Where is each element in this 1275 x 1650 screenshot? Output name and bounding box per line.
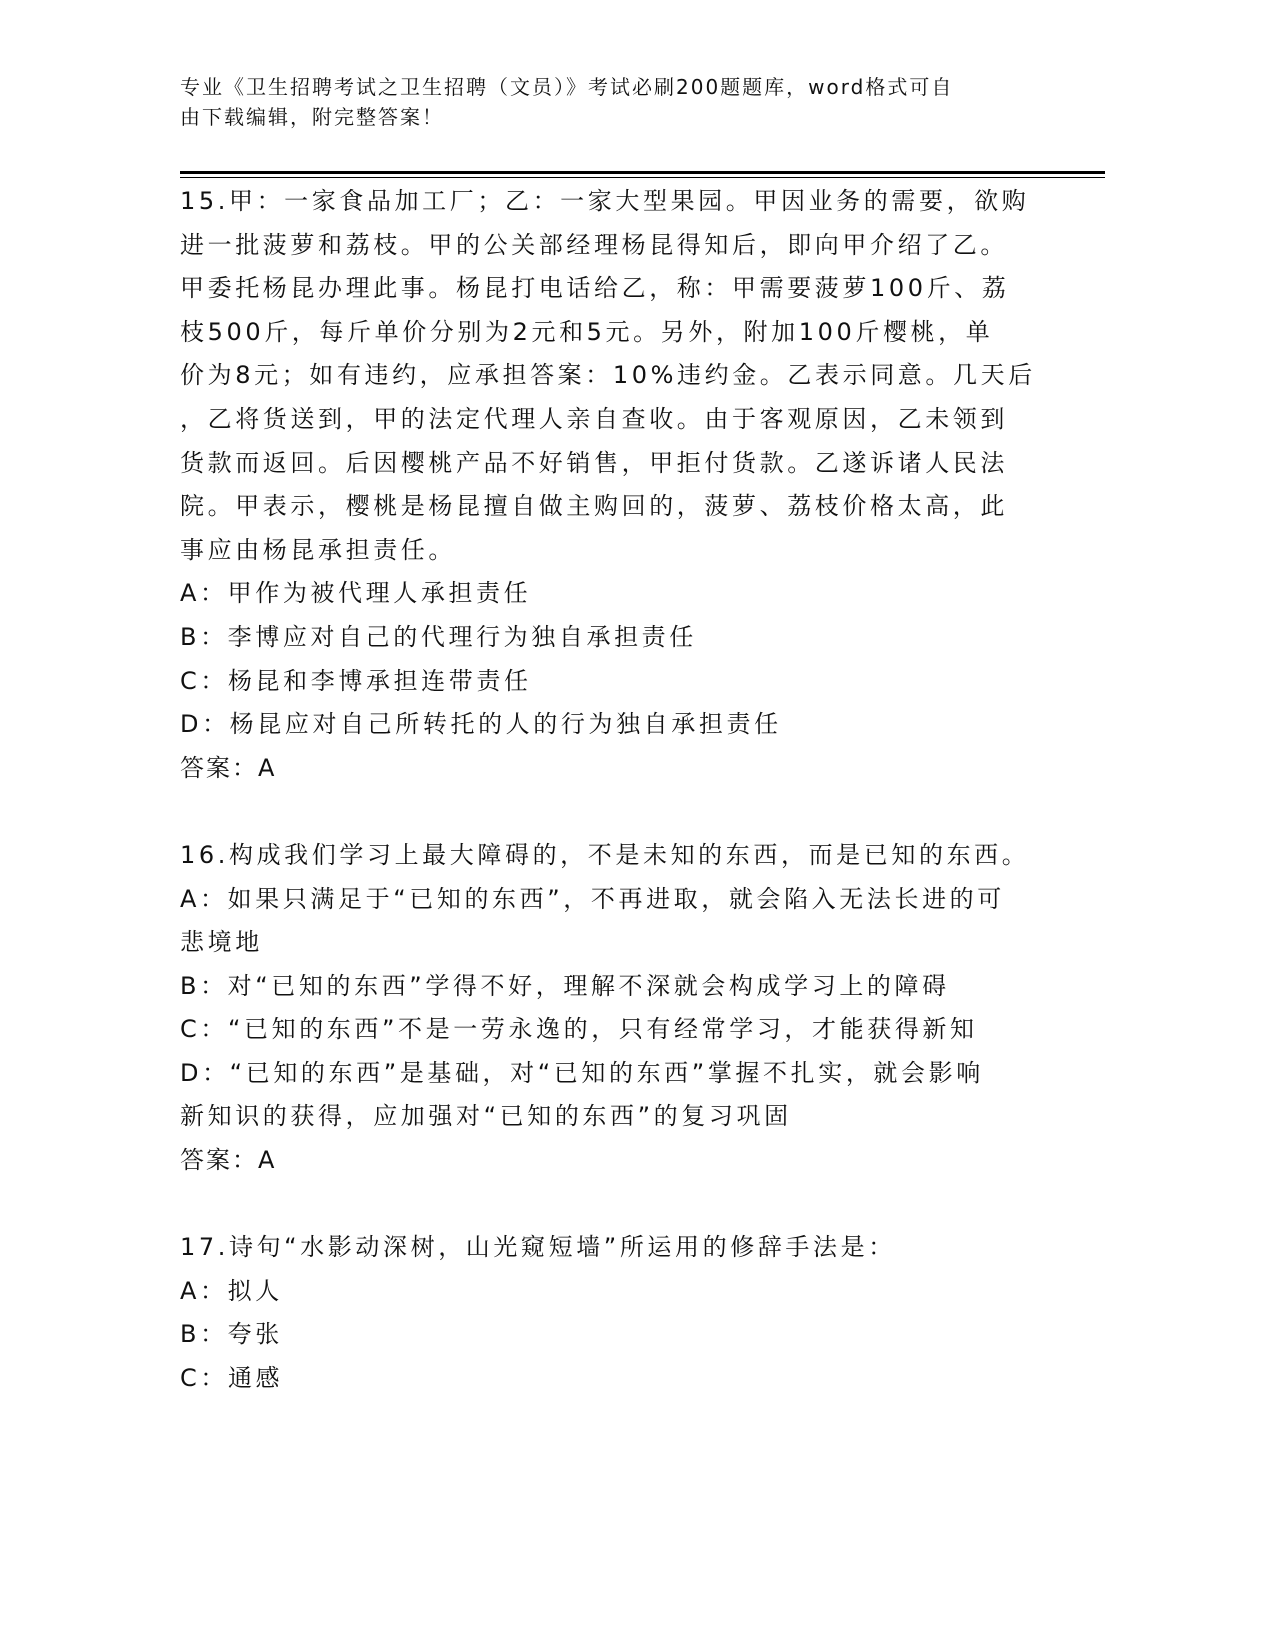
question-stem-line: 15.甲：一家食品加工厂；乙：一家大型果园。甲因业务的需要，欲购: [180, 187, 1030, 215]
spacer: [180, 790, 1080, 834]
spacer: [180, 1183, 1080, 1227]
question-block: [180, 1226, 1080, 1400]
question-stem-line: 事应由杨昆承担责任。: [180, 535, 456, 564]
question-block: [180, 834, 1080, 1183]
answer-option: [180, 1313, 1080, 1357]
question-stem-line: 16.构成我们学习上最大障碍的，不是未知的东西，而是已知的东西。: [180, 840, 1030, 869]
answer-key: 答案：A: [180, 753, 277, 782]
option-line: A：甲作为被代理人承担责任: [180, 579, 532, 608]
answer-option: [180, 703, 1080, 747]
question-block: [180, 180, 1080, 790]
option-line: C：“已知的东西”不是一劳永逸的，只有经常学习，才能获得新知: [180, 1015, 978, 1044]
option-line: D：“已知的东西”是基础，对“已知的东西”掌握不扎实，就会影响: [180, 1058, 984, 1087]
answer-option: [180, 1052, 1080, 1139]
answer-option: [180, 1357, 1080, 1401]
header-divider-thick: [180, 171, 1105, 174]
option-line: B：夸张: [180, 1320, 283, 1349]
question-stem-line: 甲委托杨昆办理此事。杨昆打电话给乙，称：甲需要菠萝100斤、荔: [180, 274, 1010, 303]
question-stem-line: 院。甲表示，樱桃是杨昆擅自做主购回的，菠萝、荔枝价格太高，此: [180, 492, 1008, 521]
question-stem-line: ，乙将货送到，甲的法定代理人亲自查收。由于客观原因，乙未领到: [180, 404, 1008, 433]
document-header: [180, 72, 1110, 132]
answer-option: [180, 965, 1080, 1009]
answer-option: [180, 572, 1080, 616]
option-line: C：通感: [180, 1364, 284, 1393]
option-line: 新知识的获得，应加强对“已知的东西”的复习巩固: [180, 1102, 792, 1131]
option-line: B：李博应对自己的代理行为独自承担责任: [180, 622, 697, 651]
answer-key: 答案：A: [180, 1146, 277, 1175]
question-stem-line: 价为8元；如有违约，应承担答案：10%违约金。乙表示同意。几天后: [180, 361, 1036, 390]
question-stem-line: 枝500斤，每斤单价分别为2元和5元。另外，附加100斤樱桃，单: [180, 317, 994, 346]
option-line: 悲境地: [180, 928, 263, 957]
option-line: B：对“已知的东西”学得不好，理解不深就会构成学习上的障碍: [180, 971, 950, 1000]
option-line: A：如果只满足于“已知的东西”，不再进取，就会陷入无法长进的可: [180, 884, 1005, 913]
option-line: C：杨昆和李博承担连带责任: [180, 666, 532, 695]
question-stem-line: 进一批菠萝和荔枝。甲的公关部经理杨昆得知后，即向甲介绍了乙。: [180, 230, 1008, 259]
header-line: 专业《卫生招聘考试之卫生招聘（文员）》考试必刷200题题库，word格式可自: [180, 75, 954, 99]
answer-option: [180, 1270, 1080, 1314]
option-line: D：杨昆应对自己所转托的人的行为独自承担责任: [180, 710, 782, 739]
answer-option: [180, 1008, 1080, 1052]
answer-option: [180, 616, 1080, 660]
question-stem-line: 17.诗句“水影动深树，山光窥短墙”所运用的修辞手法是：: [180, 1233, 896, 1262]
question-list: [180, 180, 1080, 1401]
option-line: A：拟人: [180, 1276, 283, 1305]
answer-option: [180, 660, 1080, 704]
header-line: 由下载编辑，附完整答案！: [180, 105, 444, 129]
answer-option: [180, 878, 1080, 965]
question-stem-line: 货款而返回。后因樱桃产品不好销售，甲拒付货款。乙遂诉诸人民法: [180, 448, 1008, 477]
header-divider-thin: [180, 177, 1105, 178]
